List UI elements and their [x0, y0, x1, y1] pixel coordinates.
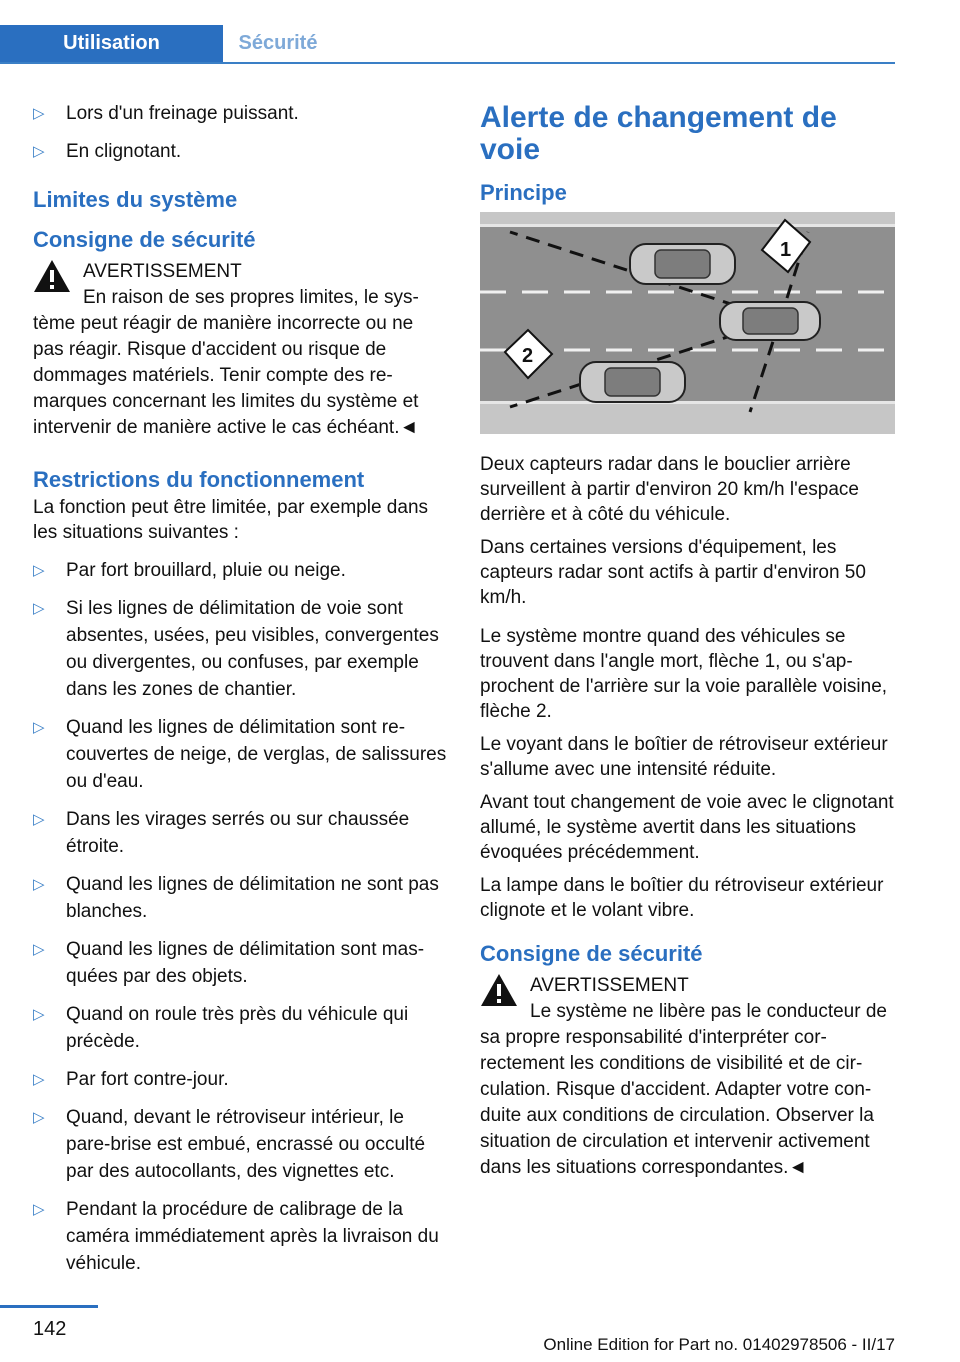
- heading-safety-right: Consigne de sécurité: [480, 941, 703, 966]
- bullet-triangle-icon: ▷: [33, 1201, 45, 1218]
- paragraph: Le système montre quand des véhicules se trouvent dans l'angle mort, flèche 1, ou s'approchent de l'arrière sur la voie parallèle voisine, flèche 2.: [480, 626, 888, 722]
- page-number: 142: [33, 1318, 67, 1340]
- lane-change-diagram: [480, 212, 895, 434]
- warning-block-right: [480, 973, 895, 1181]
- heading-safety-left: Consigne de sécurité: [33, 227, 256, 252]
- left-column: [33, 100, 448, 1288]
- heading-principle: Principe: [480, 180, 567, 205]
- list-item-text: Quand, devant le rétroviseur intérieur, le pare-brise est embué, encrassé ou occulté par des autocollants, des vignettes etc.: [66, 1107, 426, 1182]
- list-item-text: En clignotant.: [66, 141, 182, 162]
- warning-block-left: [33, 259, 448, 441]
- header-tabbar: [0, 25, 895, 64]
- lane-diagram-svg: [480, 212, 895, 434]
- heading-limits: Limites du système: [33, 187, 238, 212]
- list-item: [33, 1104, 448, 1185]
- list-item: [33, 595, 448, 703]
- bullet-triangle-icon: ▷: [33, 143, 45, 160]
- warning-title: AVERTISSEMENT: [530, 975, 689, 996]
- list-item-text: Par fort contre-jour.: [66, 1069, 229, 1090]
- lane-edge-bottom: [480, 401, 895, 404]
- section-title: Alerte de changement de voie: [480, 101, 837, 166]
- list-item: [33, 1001, 448, 1055]
- list-item-text: Dans les virages serrés ou sur chaussée étroite.: [66, 809, 410, 857]
- vehicle-bottom: [580, 362, 685, 402]
- warning-text: En raison de ses propres limites, le système peut réagir de manière incorrecte ou ne pas réagir. Risque d'accident ou risque de dommages matériels. Tenir compte des remarques concernant les limites du système et intervenir de manière active le cas échéant.◄: [33, 287, 419, 438]
- bullet-triangle-icon: ▷: [33, 1109, 45, 1126]
- warning-triangle-icon: [33, 259, 71, 293]
- list-item-text: Si les lignes de délimitation de voie sont absentes, usées, peu visibles, convergentes ou divergentes, ou confuses, par exemple dans les zones de chantier.: [66, 598, 439, 700]
- list-item-text: Par fort brouillard, pluie ou neige.: [66, 560, 346, 581]
- list-item: [33, 557, 448, 584]
- bullet-triangle-icon: ▷: [33, 876, 45, 893]
- list-item-text: Pendant la procédure de calibrage de la caméra immédiatement après la livraison du véhicule.: [66, 1199, 439, 1274]
- vehicle-top: [630, 244, 735, 284]
- bullet-triangle-icon: ▷: [33, 719, 45, 736]
- arrow-1-label: 1: [780, 239, 792, 261]
- tab-securite[interactable]: Sécurité: [238, 32, 318, 54]
- bullet-triangle-icon: ▷: [33, 811, 45, 828]
- list-item-text: Quand on roule très près du véhicule qui précède.: [66, 1004, 409, 1052]
- bullet-triangle-icon: ▷: [33, 562, 45, 579]
- warning-triangle-icon: [480, 973, 518, 1007]
- list-item: [33, 138, 448, 165]
- list-item: [33, 871, 448, 925]
- bullet-triangle-icon: ▷: [33, 600, 45, 617]
- bullet-triangle-icon: ▷: [33, 1071, 45, 1088]
- paragraph: La lampe dans le boîtier du rétroviseur extérieur clignote et le volant vibre.: [480, 875, 884, 921]
- paragraph: Dans certaines versions d'équipement, les capteurs radar sont actifs à partir d'environ 50 km/h.: [480, 537, 866, 608]
- bullet-triangle-icon: ▷: [33, 1006, 45, 1023]
- list-item-text: Quand les lignes de délimitation sont masquées par des objets.: [66, 939, 425, 987]
- lane-edge-top: [480, 224, 895, 227]
- warning-title: AVERTISSEMENT: [83, 261, 242, 282]
- warning-text: Le système ne libère pas le conducteur de sa propre responsabilité d'interpréter correctement les conditions de visibilité et de circulation. Risque d'accident. Adapter votre conduite aux conditions de circulation. Observer la situation de circulation et intervenir activement dans les situations correspondantes.◄: [480, 1001, 887, 1178]
- list-item: [33, 1066, 448, 1093]
- list-item-text: Quand les lignes de délimitation ne sont pas blanches.: [66, 874, 439, 922]
- paragraph: Avant tout changement de voie avec le clignotant allumé, le système avertit dans les situations évoquées précédemment.: [480, 792, 894, 863]
- heading-restrictions: Restrictions du fonctionnement: [33, 467, 365, 492]
- arrow-2-label: 2: [522, 345, 534, 367]
- list-item: [33, 714, 448, 795]
- right-column: [480, 100, 895, 1181]
- list-item-text: Quand les lignes de délimitation sont recouvertes de neige, de verglas, de salissures ou d'eau.: [66, 717, 447, 792]
- list-item: [33, 806, 448, 860]
- edition-note: Online Edition for Part no. 01402978506 - II/17: [543, 1335, 895, 1354]
- list-item-text: Lors d'un freinage puissant.: [66, 103, 299, 124]
- footer-accent-line: [0, 1305, 98, 1308]
- list-item: [33, 1196, 448, 1277]
- paragraph: Deux capteurs radar dans le bouclier arrière surveillent à partir d'environ 20 km/h l'espace derrière et à côté du véhicule.: [480, 454, 859, 525]
- bullet-triangle-icon: ▷: [33, 941, 45, 958]
- list-item: [33, 936, 448, 990]
- paragraph: Le voyant dans le boîtier de rétroviseur extérieur s'allume avec une intensité réduite.: [480, 734, 888, 780]
- bullet-triangle-icon: ▷: [33, 105, 45, 122]
- restrictions-intro: La fonction peut être limitée, par exemple dans les situations suivantes :: [33, 497, 429, 543]
- tab-utilisation[interactable]: Utilisation: [0, 25, 223, 62]
- restrictions-list: [33, 557, 448, 1277]
- vehicle-center: [720, 302, 820, 340]
- list-item: [33, 100, 448, 127]
